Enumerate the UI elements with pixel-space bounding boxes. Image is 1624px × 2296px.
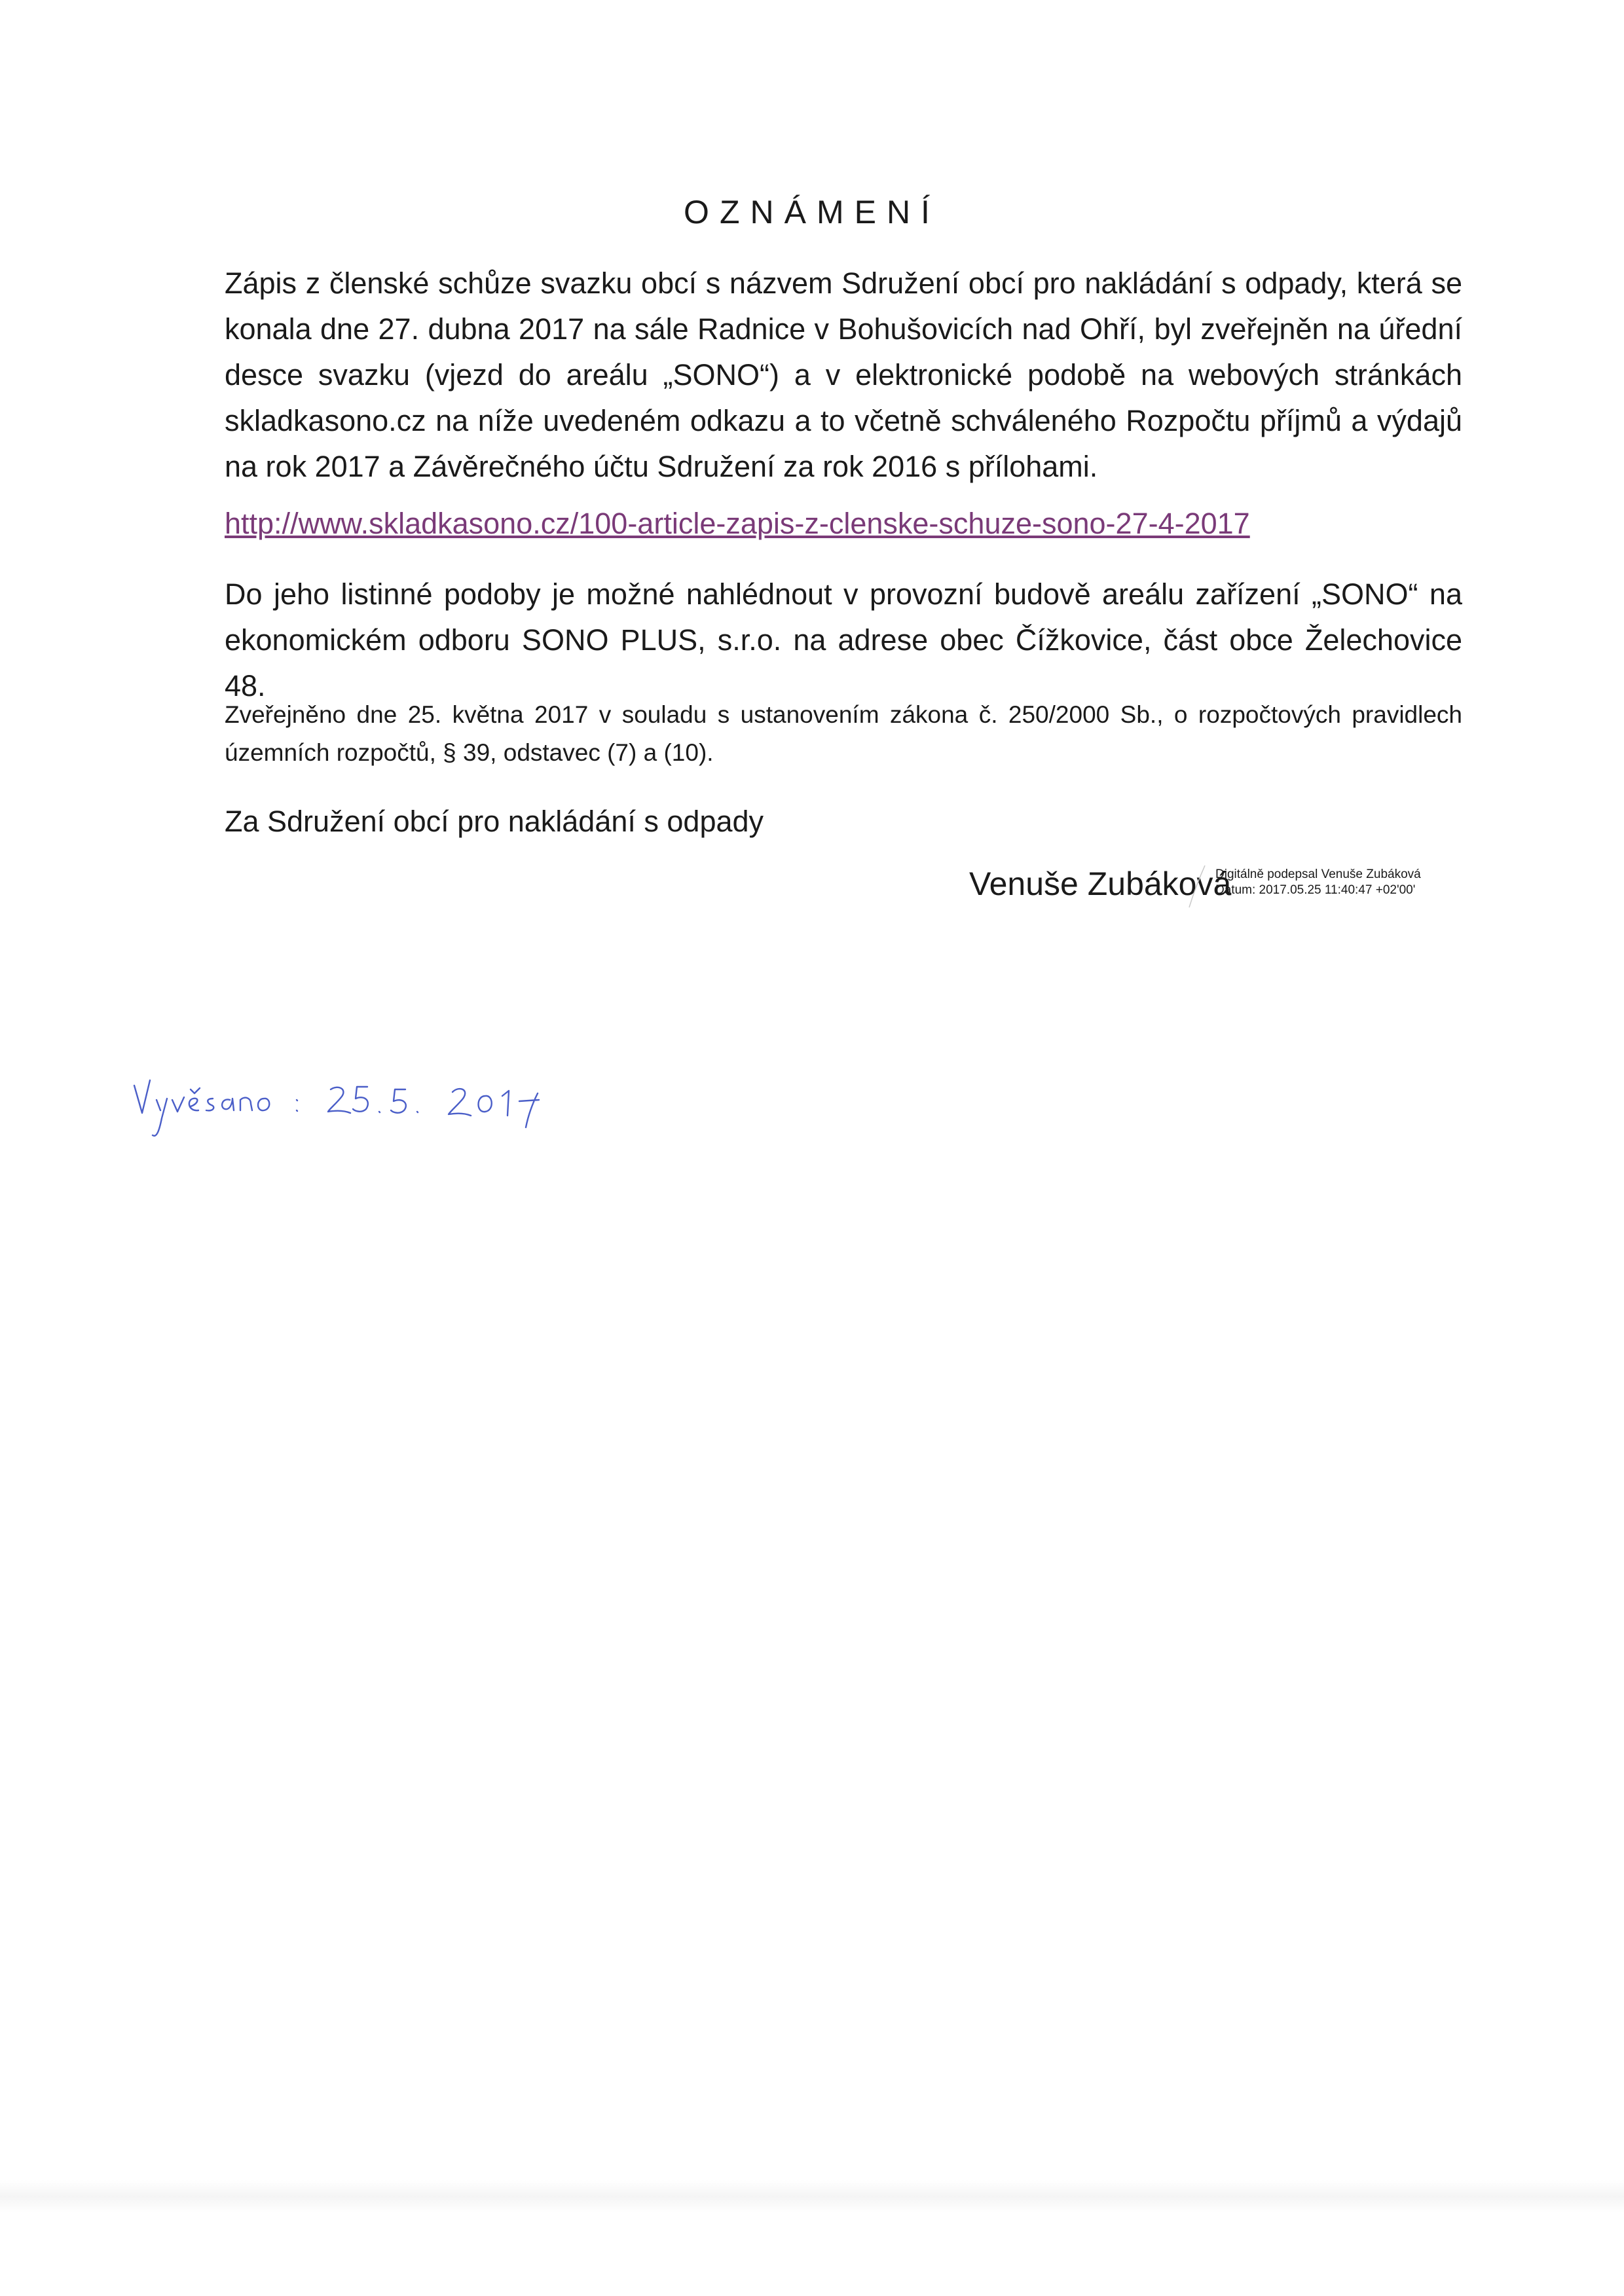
signature-signed-by: Digitálně podepsal Venuše Zubáková bbox=[1215, 867, 1421, 881]
publication-note: Zveřejněno dne 25. května 2017 v souladu s ustanovením zákona č. 250/2000 Sb., o rozpočtových pravidlech územních rozpočtů, § 39, odstavec (7) a (10). bbox=[225, 701, 1462, 766]
document-title: OZNÁMENÍ bbox=[684, 194, 940, 230]
signature-date: Datum: 2017.05.25 11:40:47 +02'00' bbox=[1215, 883, 1416, 897]
handwritten-posting-note bbox=[128, 1067, 652, 1172]
digital-signature bbox=[969, 858, 1493, 910]
closing-line: Za Sdružení obcí pro nakládání s odpady bbox=[225, 805, 764, 838]
signature-name: Venuše Zubáková bbox=[969, 866, 1232, 902]
scan-artifact bbox=[0, 2180, 1624, 2213]
minutes-link[interactable]: http://www.skladkasono.cz/100-article-zapis-z-clenske-schuze-sono-27-4-2017 bbox=[225, 507, 1250, 540]
signature-stroke-icon bbox=[1185, 864, 1211, 910]
inspection-paragraph: Do jeho listinné podoby je možné nahlédnout v provozní budově areálu zařízení „SONO“ na ekonomickém odboru SONO PLUS, s.r.o. na adrese obec Čížkovice, část obce Želechovice 48. bbox=[225, 577, 1462, 702]
signature-details bbox=[1215, 867, 1421, 898]
announcement-paragraph: Zápis z členské schůze svazku obcí s názvem Sdružení obcí pro nakládání s odpady, která se konala dne 27. dubna 2017 na sále Radnice v Bohušovicích nad Ohří, byl zveřejněn na úřední desce svazku (vjezd do areálu „SONO“) a v elektronické podobě na webových stránkách skladkasono.cz na níže uvedeném odkazu a to včetně schváleného Rozpočtu příjmů a výdajů na rok 2017 a Závěrečného účtu Sdružení za rok 2016 s přílohami. bbox=[225, 266, 1462, 483]
